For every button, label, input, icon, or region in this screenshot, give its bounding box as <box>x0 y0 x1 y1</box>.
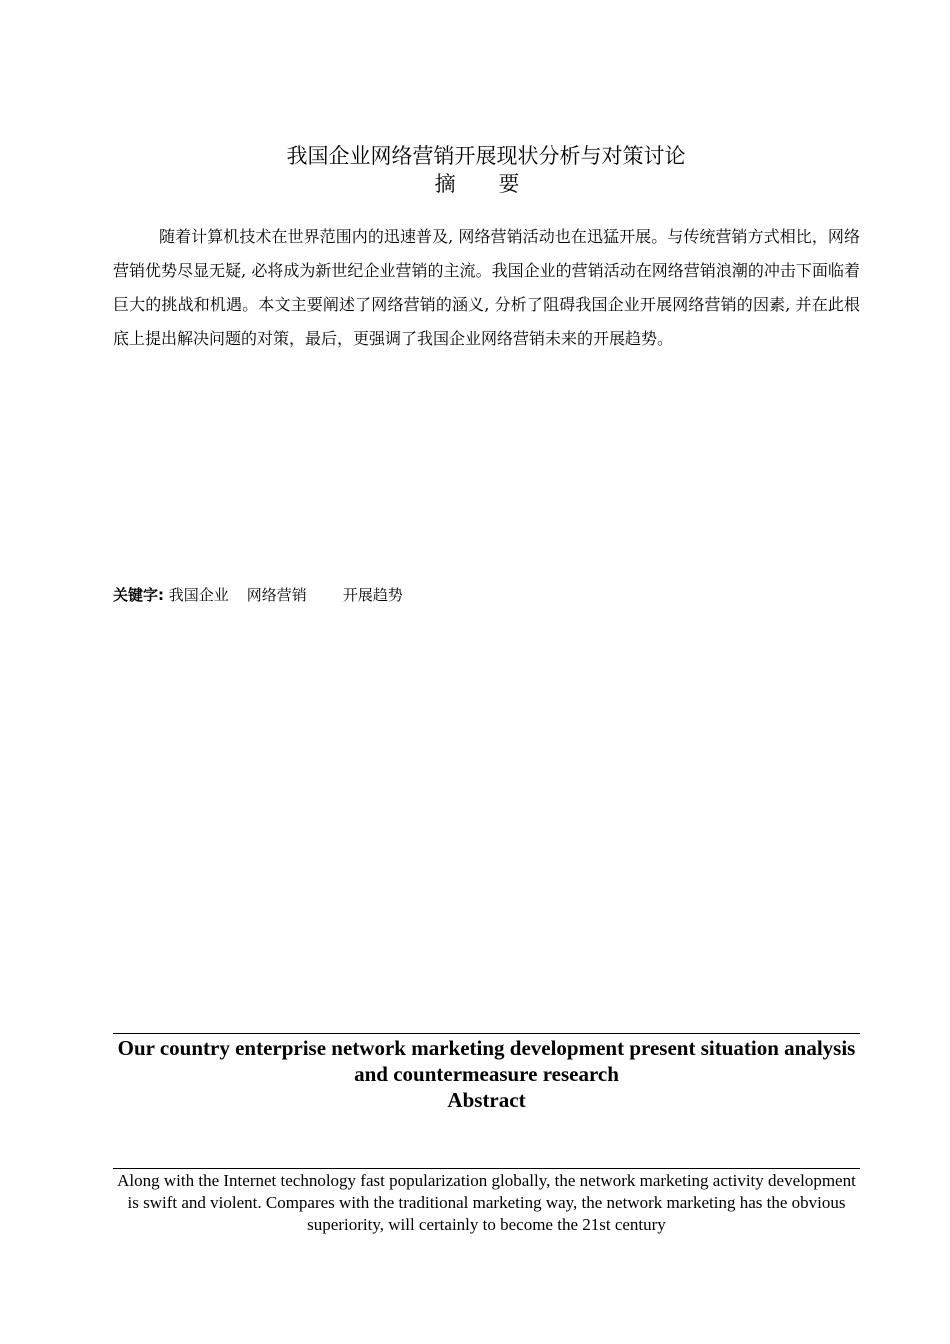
section-divider-bottom <box>113 1168 860 1169</box>
section-divider-top <box>113 1033 860 1034</box>
chinese-abstract-text: 随着计算机技术在世界范围内的迅速普及, 网络营销活动也在迅猛开展。与传统营销方式相比，网络营销优势尽显无疑, 必将成为新世纪企业营销的主流。我国企业的营销活动在网络营销浪潮的冲击下面临着巨大的挑战和机遇。本文主要阐述了网络营销的涵义, 分析了阻碍我国企业开展网络营销的因素, 并在此根底上提出解决问题的对策，最后，更强调了我国企业网络营销未来的开展趋势。 <box>113 227 860 348</box>
chinese-title: 我国企业网络营销开展现状分析与对策讨论 <box>286 144 686 168</box>
chinese-abstract-heading: 摘 要 <box>434 172 538 196</box>
keyword-item: 网络营销 <box>246 586 307 604</box>
english-abstract-heading: Abstract <box>447 1088 526 1112</box>
english-abstract-text: Along with the Internet technology fast popularization globally, the network marketing activity development is swift and violent. Compares with the traditional marketing way, the network marketing has the obvious superiority, will certainly to become the 21st century <box>117 1171 856 1234</box>
english-title: Our country enterprise network marketing development present situation analysis and countermeasure research <box>117 1036 856 1086</box>
keywords-line <box>113 583 403 607</box>
keyword-item: 我国企业 <box>168 586 229 604</box>
keyword-item: 开展趋势 <box>342 586 403 604</box>
keywords-label: 关键字: <box>113 586 164 604</box>
